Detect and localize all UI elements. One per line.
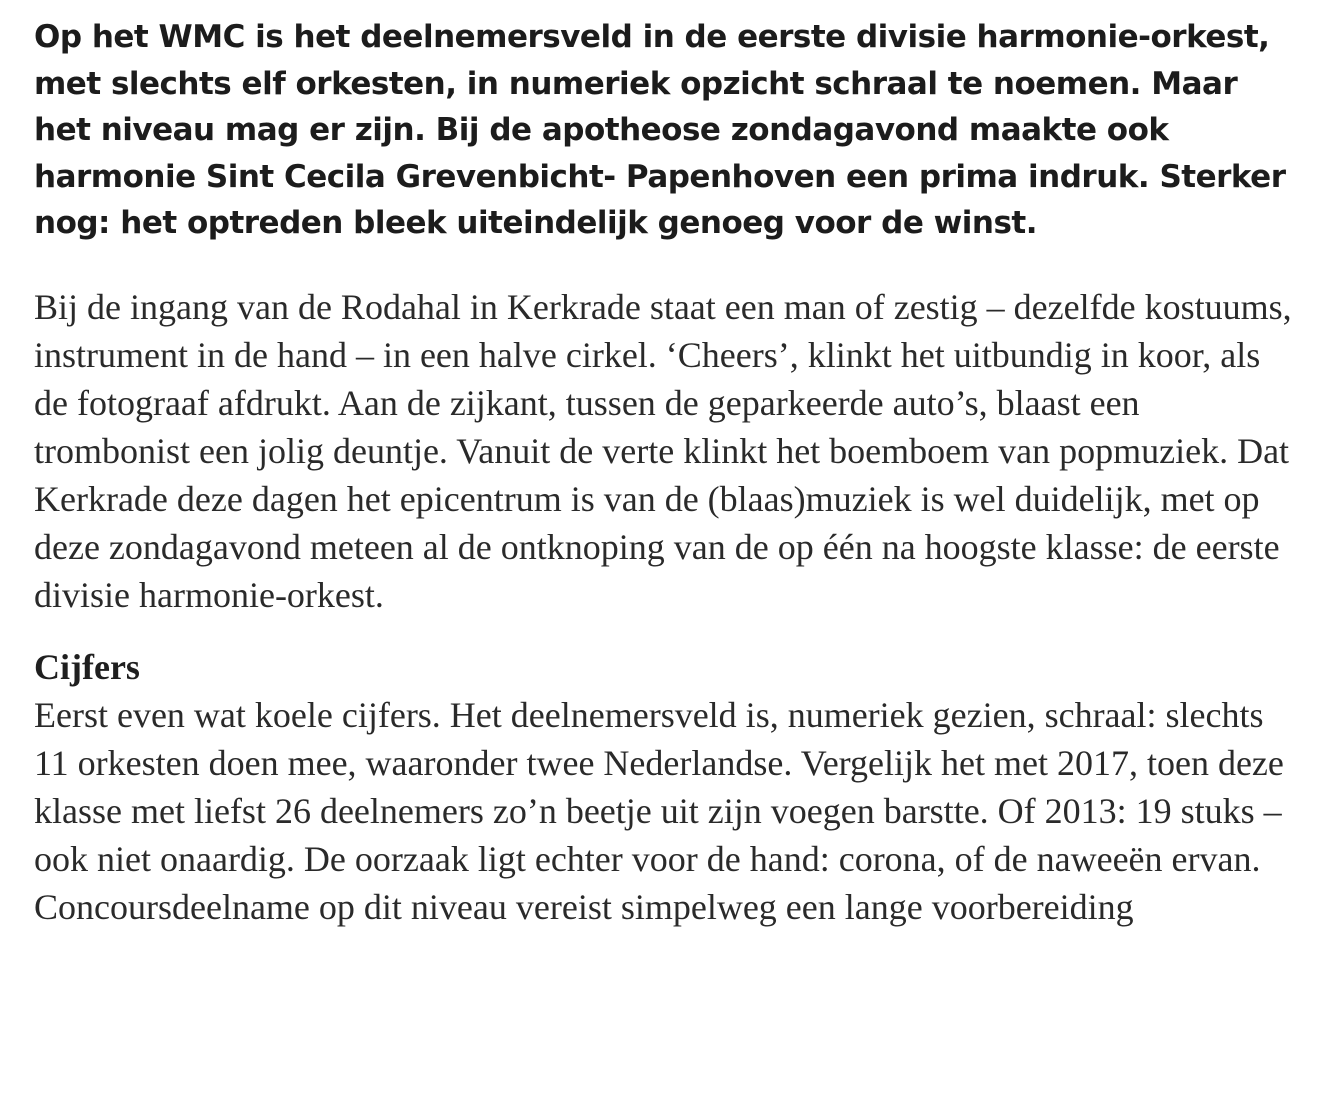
article-paragraph: Bij de ingang van de Rodahal in Kerkrade staat een man of zestig – dezelfde kostuums, instrument in de hand – in een halve cirkel. ‘Cheers’, klinkt het uitbundig in koor, als de fotograaf afdrukt. Aan de zijkant, tussen de geparkeerde auto’s, blaast een trombonist een jolig deuntje. Vanuit de verte klinkt het boemboem van popmuziek. Dat Kerkrade deze dagen het epicentrum is van de (blaas)muziek is wel duidelijk, met op deze zondagavond meteen al de ontknoping van de op één na hoogste klasse: de eerste divisie harmonie-orkest. [34,286,1292,615]
article-content [34,283,1298,931]
article-body [34,14,1298,955]
section-paragraph: Eerst even wat koele cijfers. Het deelnemersveld is, numeriek gezien, schraal: slechts 11 orkesten doen mee, waaronder twee Nederlandse. Vergelijk het met 2017, toen deze klasse met liefst 26 deelnemers zo’n beetje uit zijn voegen barstte. Of 2013: 19 stuks – ook niet onaardig. De oorzaak ligt echter voor de hand: corona, of de naweeën ervan. Concoursdeelname op dit niveau vereist simpelweg een lange voorbereiding [34,694,1284,927]
article-lead: Op het WMC is het deelnemersveld in de eerste divisie harmonie-orkest, met slechts elf orkesten, in numeriek opzicht schraal te noemen. Maar het niveau mag er zijn. Bij de apotheose zondagavond maakte ook harmonie Sint Cecila Grevenbicht- Papenhoven een prima indruk. Sterker nog: het optreden bleek uiteindelijk genoeg voor de winst. [34,19,1286,241]
section-heading: Cijfers [34,646,140,687]
